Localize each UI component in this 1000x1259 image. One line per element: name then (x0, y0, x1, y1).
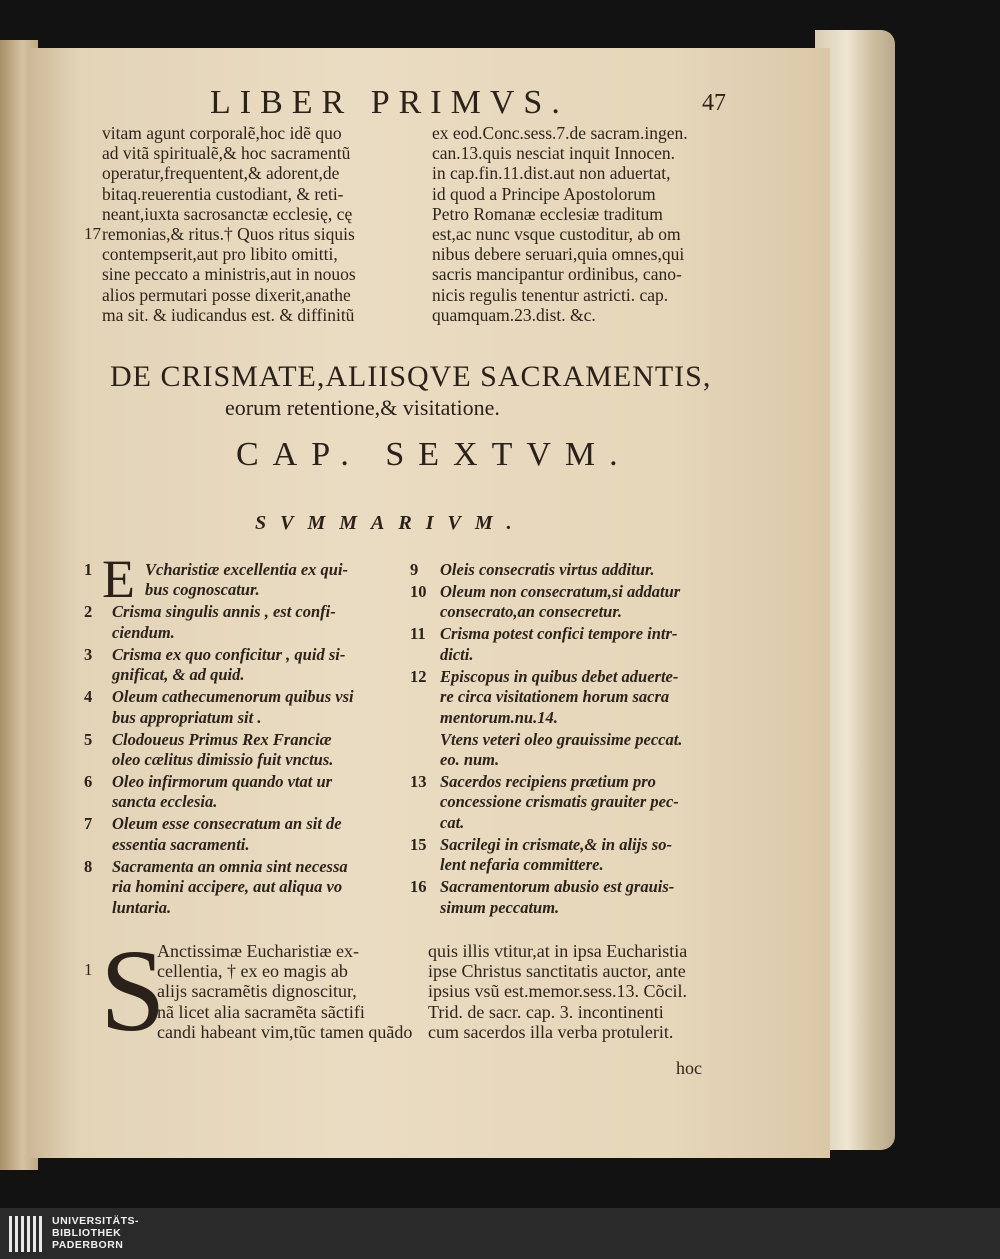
text-line: ad vitã spiritualẽ,& hoc sacramentũ (102, 143, 351, 164)
text-line: ipse Christus sanctitatis auctor, ante (428, 961, 686, 982)
summary-item-number: 16 (410, 877, 427, 897)
text-line: Petro Romanæ ecclesiæ traditum (432, 203, 663, 224)
text-line: can.13.quis nesciat inquit Innocen. (432, 143, 675, 164)
body-left-column (157, 941, 412, 1042)
summary-item-number: 11 (410, 624, 426, 644)
text-line: nicis regulis tenentur astricti. cap. (432, 284, 669, 305)
summary-item-number: 13 (410, 772, 427, 791)
summary-item-line: re circa visitationem horum sacra (440, 687, 670, 707)
summary-item-number: 1 (84, 560, 93, 579)
summary-item-line: Vcharistiæ excellentia ex qui- (145, 560, 349, 579)
summary-item-line: consecrato,an consecretur. (440, 602, 622, 622)
text-line: nibus debere seruari,quia omnes,qui (432, 244, 685, 265)
summary-item-number: 7 (84, 814, 93, 834)
body-right-column (428, 941, 687, 1042)
summary-item-line: Oleum non consecratum,si addatur (440, 582, 681, 601)
summary-item-line: Vtens veteri oleo grauissime peccat. (440, 729, 683, 749)
summary-item-line: Sacramentorum abusio est grauis- (440, 877, 675, 897)
section-subheading: eorum retentione,& visitatione. (225, 395, 500, 420)
text-line: Trid. de sacr. cap. 3. incontinenti (428, 1001, 664, 1022)
summary-item-line: cat. (440, 812, 465, 832)
text-line: neant,iuxta sacrosanctæ ecclesię, cę (102, 203, 353, 224)
text-line: sacris mancipantur ordinibus, cano- (432, 264, 682, 285)
summary-item-number: 2 (84, 602, 93, 622)
summary-item-line: Oleo infirmorum quando vtat ur (112, 772, 333, 791)
summary-item-line: ria homini accipere, aut aliqua vo (112, 877, 343, 897)
summary-item-number: 15 (410, 834, 427, 854)
summary-item-line: luntaria. (112, 897, 172, 917)
text-line: candi habeant vim,tũc tamen quãdo (157, 1021, 413, 1042)
library-name-line: UNIVERSITÄTS- (52, 1215, 140, 1227)
summary-item-line: Oleum esse consecratum an sit de (112, 814, 342, 834)
summary-item-line: Crisma potest confici tempore intr- (440, 624, 678, 644)
text-line: Anctissimæ Eucharistiæ ex- (157, 941, 359, 961)
text-line: remonias,& ritus.† Quos ritus siquis (102, 223, 355, 244)
summary-item-line: dicti. (440, 644, 474, 664)
library-footer (0, 1208, 1000, 1259)
text-line: cellentia, † ex eo magis ab (157, 961, 348, 982)
body-initial: S (100, 925, 166, 1056)
summary-item-line: Crisma ex quo conficitur , quid si- (112, 644, 346, 664)
summary-item-line: ciendum. (112, 622, 175, 642)
library-logo-icon (8, 1214, 46, 1254)
catchword: hoc (676, 1058, 702, 1078)
summarium-title: SVMMARIVM. (255, 512, 526, 534)
text-line: operatur,frequentent,& adorent,de (102, 163, 340, 184)
text-line: ma sit. & iudicandus est. & diffinitũ (102, 304, 355, 325)
section-heading: DE CRISMATE,ALIISQVE SACRAMENTIS, (110, 360, 712, 393)
summary-item-line: sancta ecclesia. (112, 792, 218, 812)
summary-item-line: gnificat, & ad quid. (112, 665, 245, 685)
summary-item-number: 9 (410, 560, 419, 579)
text-line: nã licet alia sacramẽta sãctifi (157, 1001, 365, 1022)
summary-item-number: 6 (84, 772, 93, 791)
summary-item-line: eo. num. (440, 749, 500, 769)
text-line: quis illis vtitur,at in ipsa Eucharistia (428, 941, 688, 961)
text-line: alijs sacramẽtis dignoscitur, (157, 981, 357, 1002)
summary-item-line: concessione crismatis grauiter pec- (440, 792, 679, 812)
summary-item-line: Oleum cathecumenorum quibus vsi (112, 687, 354, 707)
library-name (52, 1215, 139, 1251)
text-line: est,ac nunc vsque custoditur, ab om (432, 223, 681, 244)
text-line: cum sacerdos illa verba protulerit. (428, 1021, 674, 1042)
summary-item-number: 3 (84, 644, 93, 664)
summary-item-line: bus cognoscatur. (145, 580, 260, 600)
summary-item-number: 8 (84, 856, 93, 876)
text-line: id quod a Principe Apostolorum (432, 183, 656, 204)
top-left-column (102, 123, 356, 325)
summary-item-number: 10 (410, 582, 427, 601)
running-head: LIBER PRIMVS. (210, 84, 569, 121)
summary-item-number: 5 (84, 729, 93, 749)
summary-item-line: Episcopus in quibus debet aduerte- (440, 666, 679, 686)
text-line: quamquam.23.dist. &c. (432, 304, 596, 325)
body-marginal-number: 1 (84, 960, 93, 979)
summary-item-line: essentia sacramenti. (112, 834, 250, 854)
summary-item-line: lent nefaria committere. (440, 855, 604, 875)
text-line: contempserit,aut pro libito omitti, (102, 244, 338, 265)
summary-item-line: Oleis consecratis virtus additur. (440, 560, 655, 579)
chapter-heading: CAP. SEXTVM. (236, 436, 632, 473)
marginal-number: 17 (84, 224, 101, 243)
library-name-line: PADERBORN (52, 1239, 124, 1251)
page-number: 47 (702, 90, 726, 116)
text-line: alios permutari posse dixerit,anathe (102, 284, 351, 305)
summary-item-line: Sacerdos recipiens prætium pro (440, 772, 656, 791)
summary-item-line: bus appropriatum sit . (112, 707, 262, 727)
text-line: in cap.fin.11.dist.aut non aduertat, (432, 163, 671, 184)
summary-item-line: Crisma singulis annis , est confi- (112, 602, 336, 622)
text-line: vitam agunt corporalẽ,hoc idẽ quo (102, 123, 342, 143)
summary-item-number: 4 (84, 687, 93, 707)
summary-item-line: simum peccatum. (440, 897, 560, 917)
text-line: ipsius vsũ est.memor.sess.13. Cõcil. (428, 981, 688, 1002)
summary-item-line: mentorum.nu.14. (440, 707, 558, 727)
text-line: ex eod.Conc.sess.7.de sacram.ingen. (432, 123, 688, 143)
summary-initial: E (102, 549, 135, 609)
summary-item-line: oleo cælitus dimissio fuit vnctus. (112, 749, 334, 769)
summary-item-line: Clodoueus Primus Rex Franciæ (112, 729, 332, 749)
summary-item-number: 12 (410, 666, 427, 686)
text-line: bitaq.reuerentia custodiant, & reti- (102, 183, 344, 204)
text-line: sine peccato a ministris,aut in nouos (102, 264, 356, 285)
top-right-column (432, 123, 688, 325)
summary-item-line: Sacramenta an omnia sint necessa (112, 856, 348, 876)
summary-item-line: Sacrilegi in crismate,& in alijs so- (440, 834, 672, 854)
library-name-line: BIBLIOTHEK (52, 1227, 122, 1239)
